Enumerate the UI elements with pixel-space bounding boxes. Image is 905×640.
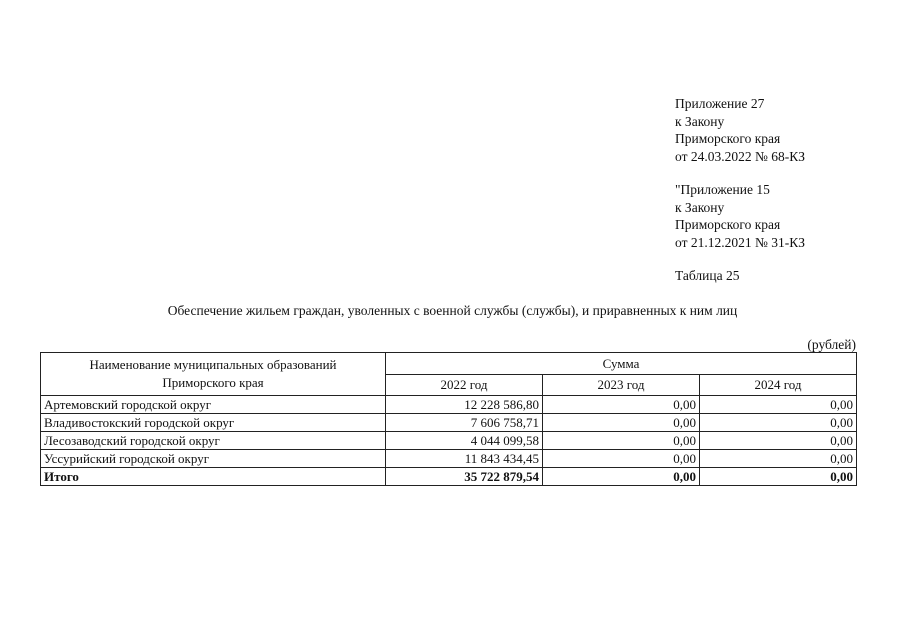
row-value-2022: 11 843 434,45: [386, 450, 543, 468]
appendix-original-date: от 21.12.2021 № 31-КЗ: [675, 234, 805, 250]
row-municipality-name: Артемовский городской округ: [41, 396, 386, 414]
row-value-2024: 0,00: [700, 450, 857, 468]
column-header-sum: Сумма: [386, 353, 857, 375]
appendix-current-region: Приморского края: [675, 131, 781, 146]
appendix-current-number: Приложение 27: [675, 96, 765, 111]
appendix-current-date: от 24.03.2022 № 68-КЗ: [675, 148, 805, 164]
row-municipality-name: Владивостокский городской округ: [41, 414, 386, 432]
appendix-current-block: [675, 95, 805, 165]
budget-table: [40, 352, 857, 486]
appendix-original-law-ref: к Закону: [675, 199, 725, 215]
row-value-2024: 0,00: [700, 414, 857, 432]
row-value-2023: 0,00: [543, 432, 700, 450]
total-label: Итого: [41, 468, 386, 486]
row-municipality-name: Лесозаводский городской округ: [41, 432, 386, 450]
row-value-2023: 0,00: [543, 450, 700, 468]
row-value-2022: 12 228 586,80: [386, 396, 543, 414]
table-number: Таблица 25: [675, 268, 740, 283]
total-value-2023: 0,00: [543, 468, 700, 486]
column-header-municipality-line2: Приморского края: [162, 375, 264, 390]
document-title: Обеспечение жильем граждан, уволенных с военной службы (службы), и приравненных к ним лиц: [167, 303, 738, 318]
appendix-original-number: "Приложение 15: [675, 182, 770, 197]
table-row: [41, 414, 857, 432]
row-municipality-name: Уссурийский городской округ: [41, 450, 386, 468]
column-header-municipality: [41, 353, 386, 396]
row-value-2023: 0,00: [543, 396, 700, 414]
total-value-2022: 35 722 879,54: [386, 468, 543, 486]
table-row: [41, 450, 857, 468]
column-header-municipality-line1: Наименование муниципальных образований: [89, 357, 337, 372]
table-row: [41, 396, 857, 414]
total-value-2024: 0,00: [700, 468, 857, 486]
row-value-2022: 4 044 099,58: [386, 432, 543, 450]
row-value-2024: 0,00: [700, 432, 857, 450]
column-header-2022: 2022 год: [386, 374, 543, 396]
row-value-2022: 7 606 758,71: [386, 414, 543, 432]
table-total-row: [41, 468, 857, 486]
appendix-original-region: Приморского края: [675, 217, 781, 232]
row-value-2024: 0,00: [700, 396, 857, 414]
column-header-2024: 2024 год: [700, 374, 857, 396]
row-value-2023: 0,00: [543, 414, 700, 432]
column-header-2023: 2023 год: [543, 374, 700, 396]
units-label: (рублей): [807, 337, 856, 352]
table-row: [41, 432, 857, 450]
appendix-original-block: [675, 181, 805, 251]
appendix-current-law-ref: к Закону: [675, 113, 725, 129]
